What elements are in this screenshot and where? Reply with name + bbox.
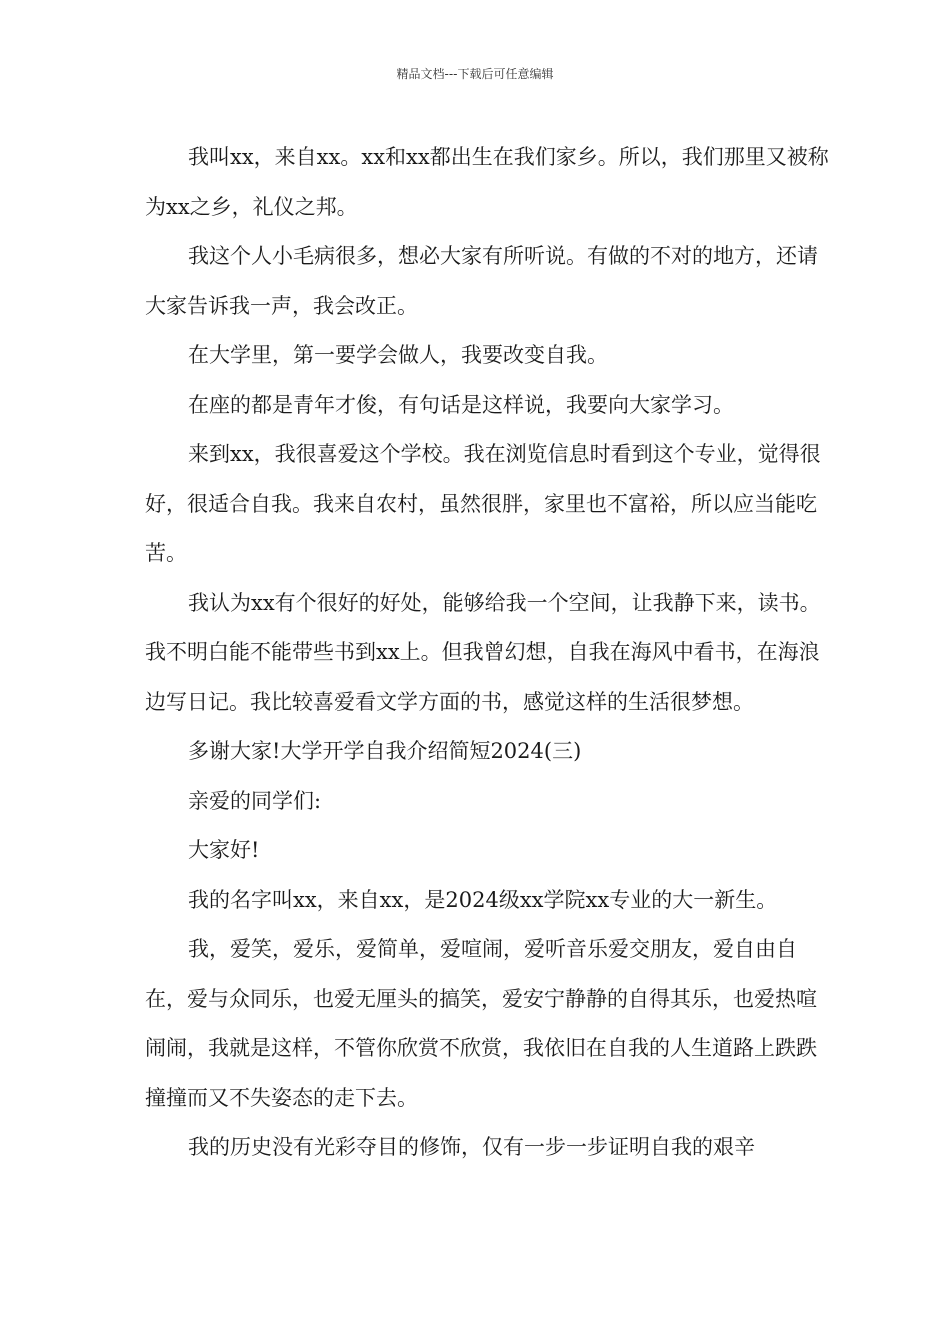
paragraph: 我的历史没有光彩夺目的修饰，仅有一步一步证明自我的艰辛 — [188, 1135, 755, 1159]
page-header: 精品文档---下载后可任意编辑 — [396, 67, 554, 81]
paragraph: 我这个人小毛病很多，想必大家有所听说。有做的不对的地方，还请大家告诉我一声，我会改正。 — [145, 244, 818, 318]
paragraph: 来到xx，我很喜爱这个学校。我在浏览信息时看到这个专业，觉得很好，很适合自我。我来自农村，虽然很胖，家里也不富裕，所以应当能吃苦。 — [145, 442, 821, 565]
salutation: 亲爱的同学们: — [188, 788, 322, 813]
paragraph: 我，爱笑，爱乐，爱简单，爱喧闹，爱听音乐爱交朋友，爱自由自在，爱与众同乐，也爱无厘头的搞笑，爱安宁静静的自得其乐，也爱热喧闹闹，我就是这样，不管你欣赏不欣赏，我依旧在自我的人生道路上跌跌撞撞而又不失姿态的走下去。 — [145, 937, 817, 1110]
paragraph: 我的名字叫xx，来自xx，是2024级xx学院xx专业的大一新生。 — [188, 887, 778, 912]
paragraph: 我叫xx，来自xx。xx和xx都出生在我们家乡。所以，我们那里又被称为xx之乡，礼仪之邦。 — [145, 145, 829, 219]
greeting: 大家好! — [188, 838, 260, 862]
paragraph: 在座的都是青年才俊，有句话是这样说，我要向大家学习。 — [188, 392, 734, 417]
section-title: 多谢大家!大学开学自我介绍简短2024(三) — [188, 739, 582, 763]
paragraph: 我认为xx有个很好的好处，能够给我一个空间，让我静下来，读书。我不明白能不能带些书到xx上。但我曾幻想，自我在海风中看书，在海浪边写日记。我比较喜爱看文学方面的书，感觉这样的生活很梦想。 — [145, 590, 821, 714]
document-body — [145, 133, 835, 1173]
paragraph: 在大学里，第一要学会做人，我要改变自我。 — [188, 343, 608, 367]
